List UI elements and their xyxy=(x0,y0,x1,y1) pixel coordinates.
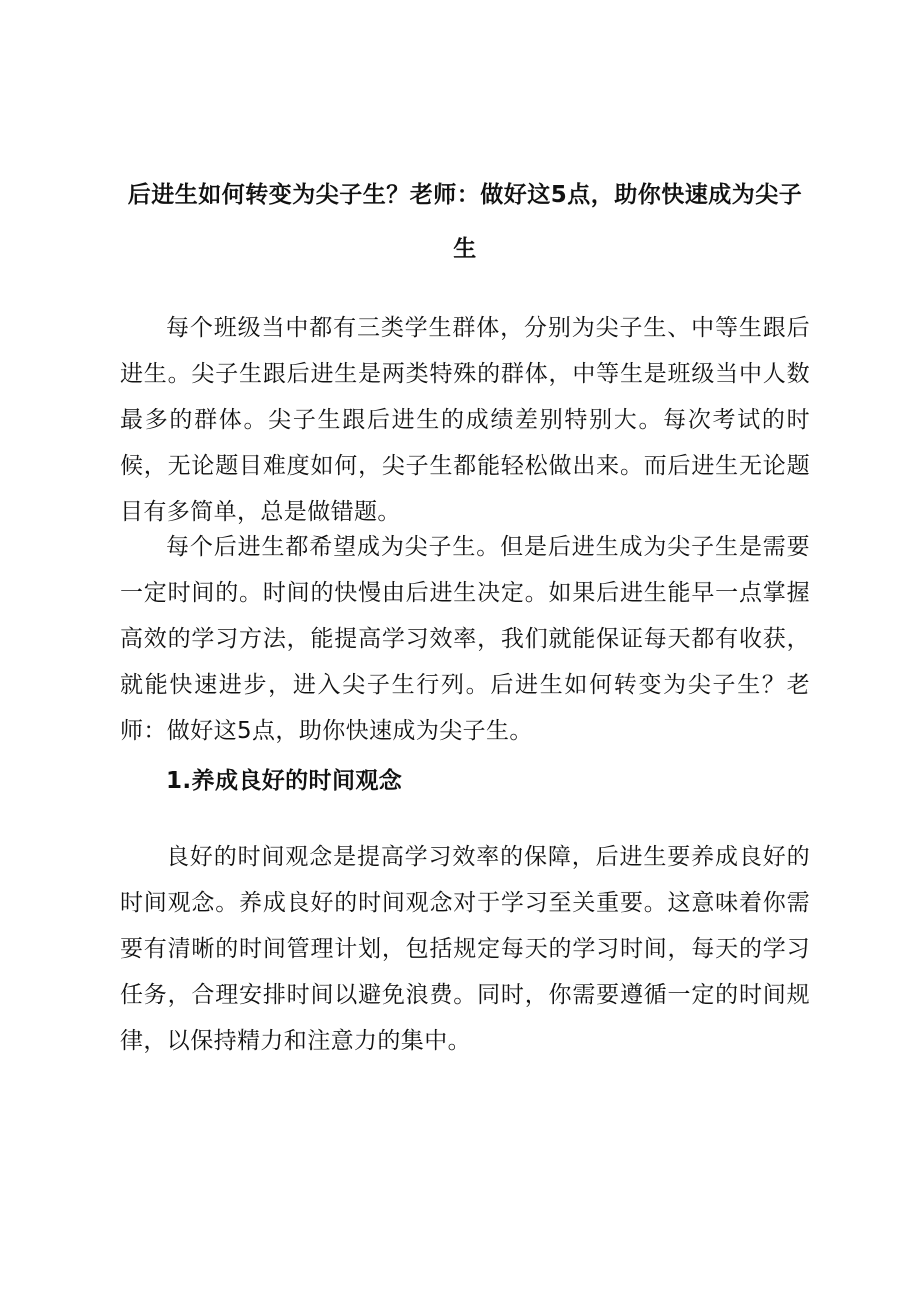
document-title: 后进生如何转变为尖子生？老师：做好这5点，助你快速成为尖子生 xyxy=(127,182,803,262)
paragraph-intro: 每个班级当中都有三类学生群体，分别为尖子生、中等生跟后进生。尖子生跟后进生是两类特殊的群体，中等生是班级当中人数最多的群体。尖子生跟后进生的成绩差别特别大。每次考试的时候，无论题目难度如何，尖子生都能轻松做出来。而后进生无论题目有多简单，总是做错题。 xyxy=(120,315,810,525)
paragraph-section1: 良好的时间观念是提高学习效率的保障，后进生要养成良好的时间观念。养成良好的时间观念对于学习至关重要。这意味着你需要有清晰的时间管理计划，包括规定每天的学习时间，每天的学习任务，合理安排时间以避免浪费。同时，你需要遵循一定的时间规律，以保持精力和注意力的集中。 xyxy=(120,844,810,1054)
section-heading: 1.养成良好的时间观念 xyxy=(166,768,403,794)
paragraph-goal: 每个后进生都希望成为尖子生。但是后进生成为尖子生是需要一定时间的。时间的快慢由后进生决定。如果后进生能早一点掌握高效的学习方法，能提高学习效率，我们就能保证每天都有收获，就能快速进步，进入尖子生行列。后进生如何转变为尖子生？老师：做好这5点，助你快速成为尖子生。 xyxy=(120,534,810,744)
